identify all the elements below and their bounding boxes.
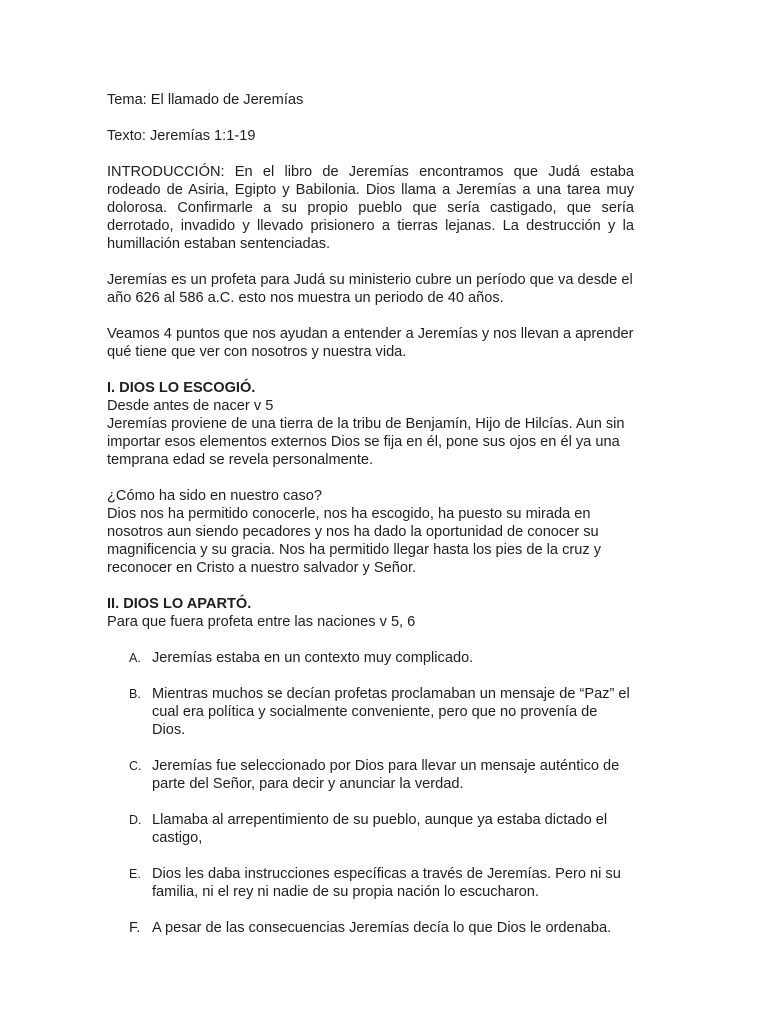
list-item-text: A pesar de las consecuencias Jeremías decía lo que Dios le ordenaba.	[152, 920, 612, 936]
ministry-paragraph: Jeremías es un profeta para Judá su ministerio cubre un período que va desde el año 626 al 586 a.C. esto nos muestra un periodo de 40 años.	[107, 272, 633, 306]
section-2-subtitle: Para que fuera profeta entre las naciones v 5, 6	[107, 614, 416, 630]
text-reference: Texto: Jeremías 1:1-19	[107, 128, 256, 144]
introduction-paragraph: INTRODUCCIÓN: En el libro de Jeremías encontramos que Judá estaba rodeado de Asiria, Egipto y Babilonia. Dios llama a Jeremías a una tarea muy dolorosa. Confirmarle a su propio pueblo que sería castigado, que sería derrotado, invadido y llevado prisionero a tierras lejanas. La destrucción y la humillación estaban sentenciadas.	[107, 164, 634, 252]
section-1-subtitle: Desde antes de nacer v 5	[107, 398, 274, 414]
section-2-heading: II. DIOS LO APARTÓ.	[107, 596, 252, 612]
list-item	[107, 811, 634, 847]
list-item	[107, 685, 634, 739]
section-1-heading: I. DIOS LO ESCOGIÓ.	[107, 380, 256, 396]
list-marker: E.	[129, 867, 141, 881]
list-item-text: Dios les daba instrucciones específicas a través de Jeremías. Pero ni su familia, ni el rey ni nadie de su propia nación lo escucharon.	[152, 866, 621, 900]
list-item	[107, 757, 634, 793]
list-item	[107, 919, 634, 937]
list-item-text: Mientras muchos se decían profetas proclamaban un mensaje de “Paz” el cual era política y socialmente conveniente, pero que no provenía de Dios.	[152, 686, 630, 738]
list-marker: F.	[129, 920, 141, 936]
list-item-text: Jeremías estaba en un contexto muy complicado.	[152, 650, 474, 666]
section-2-list	[107, 649, 634, 937]
list-marker: C.	[129, 759, 142, 773]
section-1-question: ¿Cómo ha sido en nuestro caso?	[107, 488, 322, 504]
section-1-answer: Dios nos ha permitido conocerle, nos ha escogido, ha puesto su mirada en nosotros aun siendo pecadores y nos ha dado la oportunidad de conocer su magnificencia y su gracia. Nos ha permitido llegar hasta los pies de la cruz y reconocer en Cristo a nuestro salvador y Señor.	[107, 506, 601, 576]
list-item	[107, 865, 634, 901]
list-marker: D.	[129, 813, 142, 827]
list-item	[107, 649, 634, 667]
list-marker: B.	[129, 687, 141, 701]
section-1-body: Jeremías proviene de una tierra de la tribu de Benjamín, Hijo de Hilcías. Aun sin importar esos elementos externos Dios se fija en él, pone sus ojos en él ya una temprana edad se revela personalmente.	[107, 416, 625, 468]
list-item-text: Llamaba al arrepentimiento de su pueblo, aunque ya estaba dictado el castigo,	[152, 812, 608, 846]
topic-line: Tema: El llamado de Jeremías	[107, 92, 304, 108]
points-paragraph: Veamos 4 puntos que nos ayudan a entender a Jeremías y nos llevan a aprender qué tiene que ver con nosotros y nuestra vida.	[107, 326, 634, 360]
document-page	[107, 91, 634, 955]
list-item-text: Jeremías fue seleccionado por Dios para llevar un mensaje auténtico de parte del Señor, para decir y anunciar la verdad.	[152, 758, 620, 792]
list-marker: A.	[129, 651, 141, 665]
